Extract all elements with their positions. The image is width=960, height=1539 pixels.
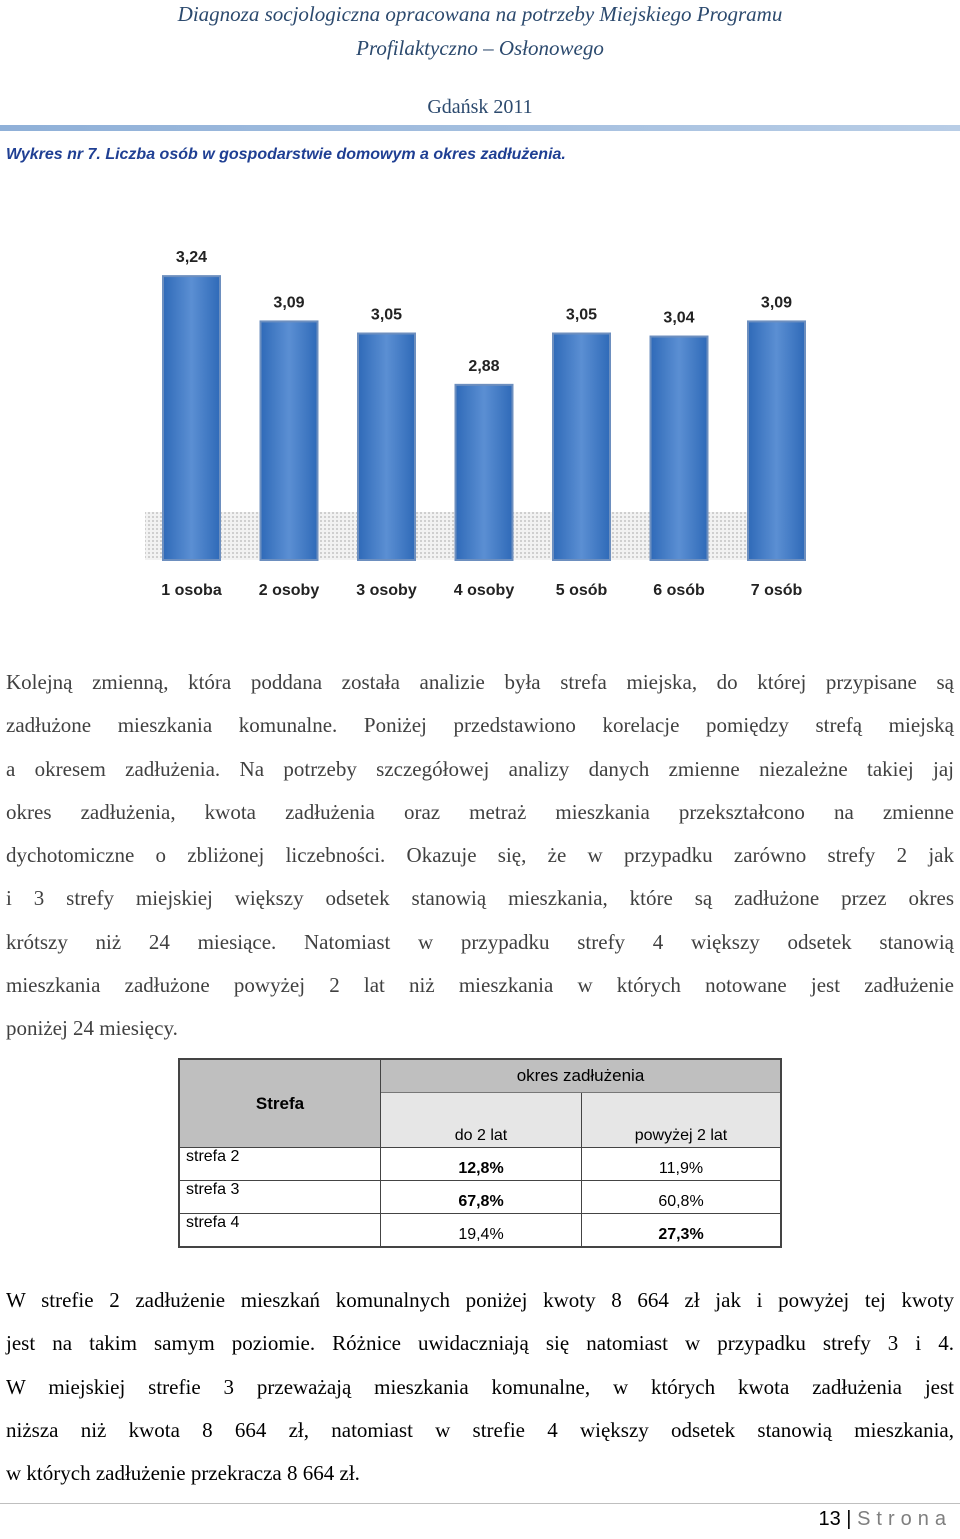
column-header-strefa: Strefa [179,1059,381,1148]
column-header-okres: okres zadłużenia [381,1059,782,1093]
bar-value-label: 2,88 [468,357,500,375]
bar-7-osób [748,321,805,560]
bar-4-osoby [456,385,513,560]
bar-2-osoby [261,321,318,560]
debt-period-table [178,1058,782,1248]
bar-5-osób [553,334,610,561]
category-label: 6 osób [653,582,705,599]
paragraph-line: poniżej 24 miesięcy. [6,1016,178,1041]
header-city-year: Gdańsk 2011 [427,96,533,118]
category-label: 1 osoba [161,582,222,599]
bar-chart [0,200,960,620]
paragraph-2 [6,1279,954,1495]
category-labels [161,582,802,599]
paragraph-line: w których zadłużenie przekracza 8 664 zł. [6,1461,360,1486]
paragraph-line: W miejskiej strefie 3 przeważają mieszkania komunalne, w których kwota zadłużenia jest [6,1374,954,1399]
footer-page-word: Strona [857,1508,952,1530]
bar-3-osoby [358,334,415,561]
cell-powyzej-2-lat: 60,8% [582,1181,782,1214]
paragraph-line: i 3 strefy miejskiej większy odsetek stanowią mieszkania, które są zadłużone przez okres [6,886,954,911]
cell-do-2-lat: 19,4% [381,1214,582,1248]
paragraph-line: zadłużone mieszkania komunalne. Poniżej przedstawiono korelacje pomiędzy strefą miejską [6,713,954,738]
footer-rule [0,1503,960,1504]
bar-value-label: 3,09 [273,294,305,312]
cell-do-2-lat: 67,8% [381,1181,582,1214]
header-rule [0,125,960,131]
cell-do-2-lat: 12,8% [381,1148,582,1181]
cell-powyzej-2-lat: 27,3% [582,1214,782,1248]
bar-value-label: 3,05 [565,306,598,324]
cell-powyzej-2-lat: 11,9% [582,1148,782,1181]
category-label: 5 osób [555,582,608,599]
paragraph-line: a okresem zadłużenia. Na potrzeby szczegółowej analizy danych zmienne niezależne takiej jaj [6,756,954,781]
bar-6-osób [651,337,708,560]
bar-value-label: 3,09 [760,294,793,312]
subheader-do-2-lat: do 2 lat [381,1093,582,1148]
row-label: strefa 3 [179,1181,381,1214]
page-number: 13 [818,1508,841,1530]
row-label: strefa 2 [179,1148,381,1181]
header-title-line2: Profilaktyczno – Osłonowego [356,36,604,60]
header-title-line1: Diagnoza socjologiczna opracowana na potrzeby Miejskiego Programu [177,2,783,26]
chart-caption: Wykres nr 7. Liczba osób w gospodarstwie domowym a okres zadłużenia. [6,146,566,163]
bar-value-label: 3,04 [663,309,695,327]
footer-separator: | [846,1508,852,1530]
table-row [179,1181,781,1214]
paragraph-line: jest na takim samym poziomie. Różnice uwidaczniają się natomiast w przypadku strefy 3 i 4. [6,1331,954,1356]
paragraph-1 [6,661,954,1051]
paragraph-line: dychotomiczne o zbliżonej liczebności. Okazuje się, że w przypadku zarówno strefy 2 jak [6,843,954,868]
paragraph-line: W strefie 2 zadłużenie mieszkań komunalnych poniżej kwoty 8 664 zł jak i powyżej tej kwoty [6,1288,954,1312]
page-footer [818,1508,952,1531]
bar-value-label: 3,05 [370,306,403,324]
table-row [179,1214,781,1248]
paragraph-line: niższa niż kwota 8 664 zł, natomiast w strefie 4 większy odsetek stanowią mieszkania, [6,1417,954,1442]
category-label: 2 osoby [258,582,320,599]
paragraph-line: krótszy niż 24 miesiące. Natomiast w przypadku strefy 4 większy odsetek stanowią [6,929,954,954]
bar-1-osoba [163,276,220,560]
paragraph-line: Kolejną zmienną, która poddana została analizie była strefa miejska, do której przypisane są [6,670,954,694]
table-row [179,1148,781,1181]
paragraph-line: okres zadłużenia, kwota zadłużenia oraz metraż mieszkania przekształcono na zmienne [6,799,954,824]
subheader-powyzej-2-lat: powyżej 2 lat [582,1093,782,1148]
category-label: 4 osoby [453,582,515,599]
paragraph-line: mieszkania zadłużone powyżej 2 lat niż mieszkania w których notowane jest zadłużenie [6,973,954,998]
category-label: 7 osób [750,582,803,599]
row-label: strefa 4 [179,1214,381,1248]
category-label: 3 osoby [356,582,417,599]
bar-value-label: 3,24 [175,249,208,267]
